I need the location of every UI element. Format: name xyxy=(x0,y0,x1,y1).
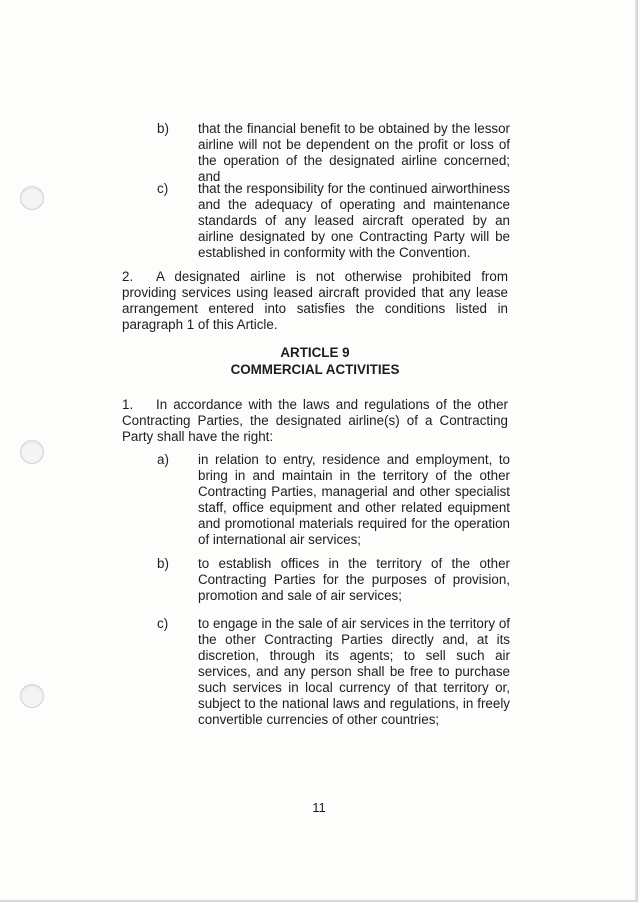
paragraph-text: A designated airline is not otherwise prohibited from providing services using leased aircraft provided that any lease arrangement entered into satisfies the conditions listed in paragraph 1 of this Article. xyxy=(122,269,508,332)
punch-hole xyxy=(20,186,44,210)
paragraph-text: In accordance with the laws and regulations of the other Contracting Parties, the designated airline(s) of a Contracting Party shall have the right: xyxy=(122,397,508,444)
article-number: ARTICLE 9 xyxy=(280,345,350,360)
list-item-label: b) xyxy=(157,556,169,571)
page-number: 11 xyxy=(312,800,326,815)
punch-hole xyxy=(20,684,44,708)
list-item-text: to establish offices in the territory of the other Contracting Parties for the purposes of provision, promotion and sale of air services; xyxy=(198,556,510,603)
article-title: COMMERCIAL ACTIVITIES xyxy=(230,362,400,377)
list-item-text: that the financial benefit to be obtained by the lessor airline will not be dependent on the profit or loss of the operation of the designated airline concerned; and xyxy=(198,121,510,184)
paragraph-number: 2. xyxy=(122,269,134,284)
list-item-label: c) xyxy=(157,181,169,196)
list-item-text: that the responsibility for the continued airworthiness and the adequacy of operating and maintenance standards of any leased aircraft operated by an airline designated by one Contracting Party will be established in conformity with the Convention. xyxy=(198,181,510,260)
list-item-label: c) xyxy=(157,616,169,631)
paragraph-1 xyxy=(122,397,508,445)
paragraph-2 xyxy=(122,269,508,333)
punch-hole xyxy=(20,440,44,464)
paragraph-number: 1. xyxy=(122,397,134,412)
list-item-text: in relation to entry, residence and employment, to bring in and maintain in the territory of the other Contracting Parties, managerial and other specialist staff, office equipment and other related equipment and promotional materials required for the operation of international air services; xyxy=(198,452,510,547)
list-item-label: b) xyxy=(157,121,169,136)
list-item-text: to engage in the sale of air services in the territory of the other Contracting Parties directly and, at its discretion, through its agents; to sell such air services, and any person shall be free to purchase such services in local currency of that territory or, subject to the national laws and regulations, in freely convertible currencies of other countries; xyxy=(198,616,510,727)
list-item-label: a) xyxy=(157,452,169,467)
